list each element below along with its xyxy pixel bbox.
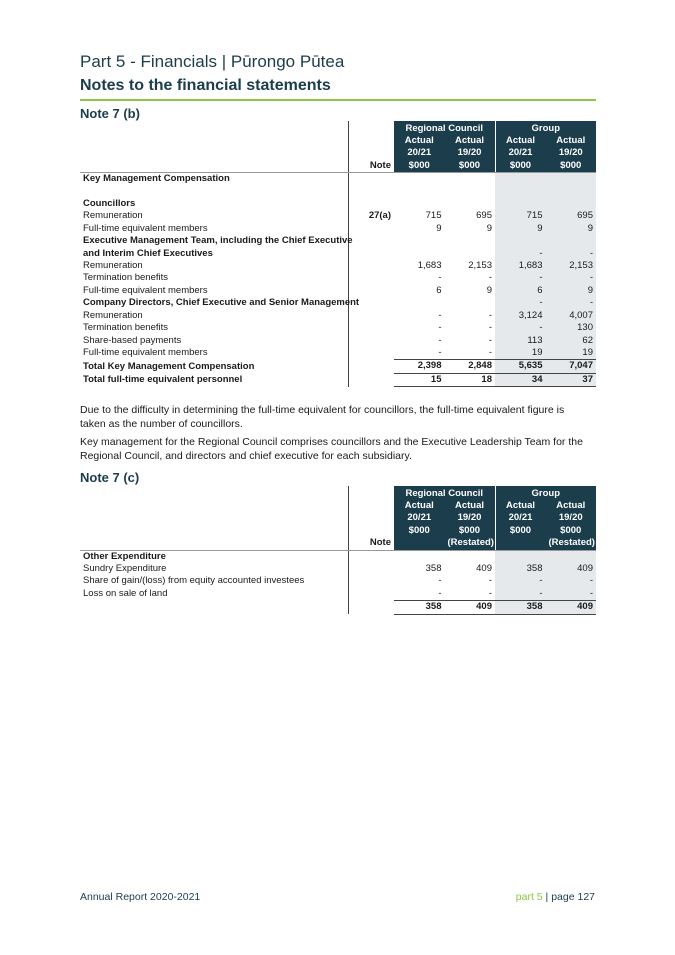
value-cell: 113 [495, 335, 546, 347]
total-cell: 18 [445, 373, 496, 386]
row-label: Termination benefits [83, 322, 169, 334]
value-cell: - [438, 334, 442, 346]
title-rule [80, 99, 596, 101]
value-cell: - [495, 272, 546, 284]
value-cell: 1,683 [417, 260, 442, 272]
paragraph-key-management: Key management for the Regional Council comprises councillors and the Executive Leadership Team for the Regional Council, and directors and chief executive for each subsidiary. [80, 436, 583, 462]
col-header: $000 [495, 525, 546, 537]
value-cell: 9 [486, 222, 492, 234]
value-cell: - [488, 309, 492, 321]
col-header: Actual [445, 500, 496, 512]
row-label: Executive Management Team, including the Chief Executive [83, 235, 353, 247]
value-cell: 9 [495, 223, 546, 235]
value-cell: 695 [546, 210, 597, 222]
row-label: Share-based payments [83, 334, 182, 346]
value-cell [445, 297, 496, 309]
value-cell: - [488, 575, 492, 587]
col-header: 19/20 [546, 147, 597, 159]
total-cell: 358 [495, 601, 546, 614]
row-label: Remuneration [83, 309, 143, 321]
col-header: 19/20 [546, 512, 597, 524]
total-cell: 409 [546, 601, 597, 614]
note-column-header: Note [348, 537, 394, 550]
value-cell: 6 [495, 285, 546, 297]
col-header: $000 [445, 160, 496, 173]
value-cell: 4,007 [546, 310, 597, 322]
row-label: Total full-time equivalent personnel [83, 374, 243, 386]
value-cell: - [394, 347, 445, 360]
group-header-regional-council: Regional Council [394, 486, 495, 500]
col-header: Actual [495, 135, 546, 147]
value-cell: 358 [495, 563, 546, 575]
row-label: Other Expenditure [83, 550, 166, 562]
note-7c-heading: Note 7 (c) [80, 470, 140, 485]
note-column-header: Note [348, 160, 394, 173]
total-cell: 409 [445, 601, 496, 614]
row-label: Company Directors, Chief Executive and Senior Management [83, 297, 360, 309]
value-cell: 409 [546, 563, 597, 575]
col-header: $000 [546, 160, 597, 173]
col-header: $000 [445, 525, 496, 537]
value-cell: 9 [546, 285, 597, 297]
value-cell: - [546, 575, 597, 587]
value-cell: - [546, 297, 597, 309]
part-title: Part 5 - Financials | Pūrongo Pūtea [80, 52, 345, 71]
col-header: 19/20 [445, 512, 496, 524]
total-cell: 2,398 [394, 360, 445, 373]
total-cell: 5,635 [495, 360, 546, 373]
paragraph-fte-note: Due to the difficulty in determining the full-time equivalent for councillors, the full-time equivalent figure is taken as the number of councillors. [80, 404, 565, 430]
row-label: Total Key Management Compensation [83, 360, 255, 372]
value-cell: - [488, 322, 492, 334]
row-label: Remuneration [83, 260, 143, 272]
value-cell: 2,153 [546, 260, 597, 272]
value-cell: 9 [546, 223, 597, 235]
col-header: 20/21 [495, 512, 546, 524]
row-label: and Interim Chief Executives [83, 247, 213, 259]
row-label: Councillors [83, 198, 136, 210]
total-cell: 2,848 [445, 360, 496, 373]
col-header: $000 [546, 525, 597, 537]
col-header: Actual [495, 500, 546, 512]
col-header: 20/21 [394, 147, 445, 159]
col-header [495, 537, 546, 550]
col-header: 20/21 [394, 512, 445, 524]
col-header: Actual [546, 500, 597, 512]
value-cell: 3,124 [495, 310, 546, 322]
value-cell: - [546, 588, 597, 601]
value-cell: 1,683 [495, 260, 546, 272]
value-cell: - [445, 347, 496, 360]
value-cell: 715 [495, 210, 546, 222]
col-header: $000 [394, 160, 445, 173]
footer-page-number: page 127 [551, 891, 595, 903]
footer-report-title: Annual Report 2020-2021 [80, 891, 201, 903]
value-cell: - [495, 248, 546, 260]
value-cell: - [438, 322, 442, 334]
row-label [80, 601, 348, 614]
col-header: Actual [394, 135, 445, 147]
value-cell: 9 [486, 284, 492, 296]
value-cell: 715 [425, 210, 442, 222]
value-cell: - [488, 334, 492, 346]
value-cell: - [546, 272, 597, 284]
value-cell: 695 [476, 210, 492, 222]
row-label: Sundry Expenditure [83, 563, 167, 575]
row-label: Remuneration [83, 210, 143, 222]
value-cell [394, 297, 445, 309]
value-cell: - [495, 575, 546, 587]
value-cell [394, 248, 445, 260]
value-cell: - [438, 575, 442, 587]
key-management-table [80, 121, 596, 387]
total-cell: 15 [394, 373, 445, 386]
value-cell: 19 [495, 347, 546, 360]
value-cell: - [488, 272, 492, 284]
col-header: 19/20 [445, 147, 496, 159]
value-cell: - [394, 588, 445, 601]
col-header-restated: (Restated) [445, 537, 496, 550]
group-header-group: Group [495, 486, 596, 500]
value-cell: 19 [546, 347, 597, 360]
value-cell: - [438, 309, 442, 321]
col-header [394, 537, 445, 550]
footer-page-info [516, 891, 595, 903]
total-cell: 34 [495, 373, 546, 386]
col-header: Actual [546, 135, 597, 147]
total-cell: 358 [394, 601, 445, 614]
col-header: Actual [445, 135, 496, 147]
note-ref: 27(a) [348, 210, 394, 222]
row-label: Share of gain/(loss) from equity accounted investees [83, 575, 305, 587]
value-cell: - [495, 297, 546, 309]
col-header: 20/21 [495, 147, 546, 159]
row-label: Full-time equivalent members [83, 284, 208, 296]
page-title: Notes to the financial statements [80, 77, 331, 94]
value-cell: 358 [425, 563, 442, 575]
group-header-regional-council: Regional Council [394, 121, 495, 135]
value-cell: 9 [436, 222, 442, 234]
value-cell: 62 [546, 335, 597, 347]
total-cell: 7,047 [546, 360, 597, 373]
footer-part: part 5 [515, 891, 543, 903]
value-cell: - [445, 588, 496, 601]
col-header: $000 [394, 525, 445, 537]
row-label: Loss on sale of land [83, 588, 168, 600]
footer-separator: | [545, 891, 549, 903]
value-cell: - [546, 248, 597, 260]
value-cell: - [495, 588, 546, 601]
row-label: Termination benefits [83, 272, 169, 284]
value-cell: - [438, 272, 442, 284]
group-header-group: Group [495, 121, 596, 135]
total-cell: 37 [546, 373, 597, 386]
row-label: Full-time equivalent members [83, 347, 208, 359]
col-header: Actual [394, 500, 445, 512]
note-7b-heading: Note 7 (b) [80, 106, 140, 121]
col-header: $000 [495, 160, 546, 173]
row-label: Full-time equivalent members [83, 222, 208, 234]
row-label: Key Management Compensation [83, 173, 230, 185]
value-cell: - [495, 322, 546, 334]
col-header-restated: (Restated) [546, 537, 597, 550]
value-cell [445, 248, 496, 260]
value-cell: 130 [546, 322, 597, 334]
value-cell: 6 [436, 284, 442, 296]
value-cell: 2,153 [468, 260, 492, 272]
value-cell: 409 [476, 563, 492, 575]
other-expenditure-table [80, 486, 596, 615]
